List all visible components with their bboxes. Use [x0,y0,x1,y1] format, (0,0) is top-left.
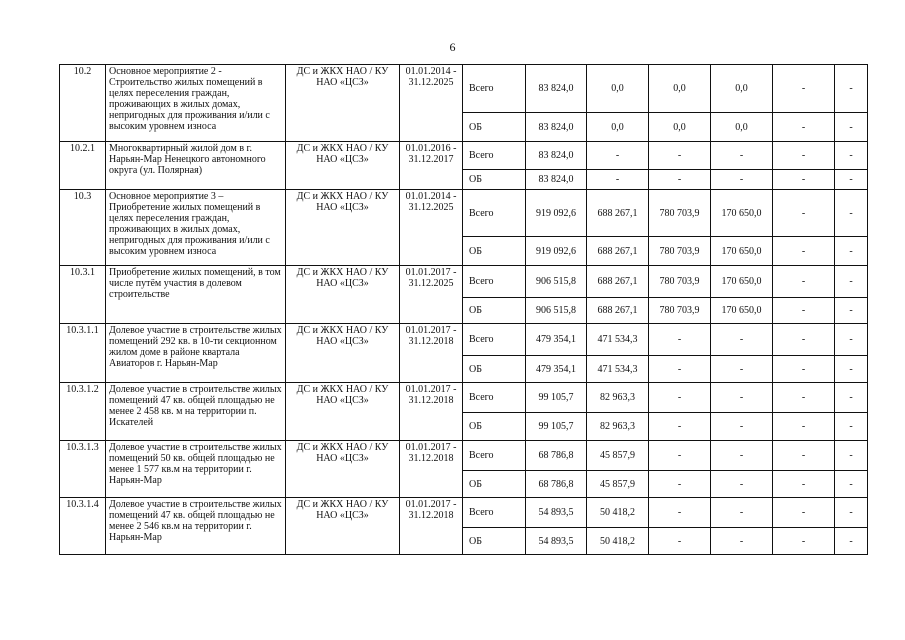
funding-value: 170 650,0 [711,298,773,324]
funding-value: - [711,142,773,170]
funding-value: 780 703,9 [649,266,711,298]
funding-value: - [835,471,868,498]
funding-value: - [711,413,773,441]
funding-value: - [773,298,835,324]
funding-value: 780 703,9 [649,190,711,237]
funding-value: 83 824,0 [526,170,587,190]
funding-value: 50 418,2 [587,528,649,555]
funding-value: 471 534,3 [587,356,649,383]
funding-value: 170 650,0 [711,266,773,298]
page-number: 6 [449,40,456,54]
activity-number: 10.3.1 [60,266,106,324]
funding-value: - [835,498,868,528]
activity-executor: ДС и ЖКХ НАО / КУ НАО «ЦСЗ» [286,65,400,142]
activity-description: Долевое участие в строительстве жилых помещений 50 кв. общей площадью не менее 1 577 кв.м на территории г. Нарьян-Мар [106,441,286,498]
funding-value: - [773,383,835,413]
funding-value: - [649,471,711,498]
funding-value: - [773,528,835,555]
funding-value: - [587,142,649,170]
funding-value: - [835,441,868,471]
activity-number: 10.2.1 [60,142,106,190]
funding-source-total: Всего [463,498,526,528]
funding-value: - [649,441,711,471]
table-row [60,266,868,298]
funding-source-total: Всего [463,142,526,170]
funding-value: - [649,498,711,528]
activity-description: Основное мероприятие 3 – Приобретение жилых помещений в целях переселения граждан, проживающих в жилых домах, непригодных для проживания и/или с высоким уровнем износа [106,190,286,266]
activity-description: Приобретение жилых помещений, в том числе путём участия в долевом строительстве [106,266,286,324]
funding-source-budget: ОБ [463,170,526,190]
funding-source-total: Всего [463,383,526,413]
table-row [60,190,868,237]
funding-value: - [711,441,773,471]
activity-number: 10.3 [60,190,106,266]
funding-value: - [587,170,649,190]
funding-value: - [773,413,835,441]
activity-number: 10.2 [60,65,106,142]
funding-value: - [773,170,835,190]
funding-value: - [711,471,773,498]
funding-source-budget: ОБ [463,298,526,324]
activity-executor: ДС и ЖКХ НАО / КУ НАО «ЦСЗ» [286,441,400,498]
funding-source-budget: ОБ [463,528,526,555]
funding-value: - [835,190,868,237]
activity-period: 01.01.2016 - 31.12.2017 [400,142,463,190]
funding-source-budget: ОБ [463,356,526,383]
funding-value: - [835,298,868,324]
funding-value: - [773,113,835,142]
funding-value: - [773,324,835,356]
activity-description: Многоквартирный жилой дом в г. Нарьян-Мар Ненецкого автономного округа (ул. Полярная) [106,142,286,190]
activity-period: 01.01.2014 - 31.12.2025 [400,65,463,142]
funding-value: - [711,324,773,356]
activity-number: 10.3.1.1 [60,324,106,383]
table-row [60,498,868,528]
funding-value: - [649,324,711,356]
funding-value: - [773,65,835,113]
activity-period: 01.01.2017 - 31.12.2018 [400,498,463,555]
activity-executor: ДС и ЖКХ НАО / КУ НАО «ЦСЗ» [286,498,400,555]
funding-value: 479 354,1 [526,356,587,383]
activity-period: 01.01.2017 - 31.12.2025 [400,266,463,324]
funding-value: - [835,324,868,356]
table-row [60,383,868,413]
funding-value: 99 105,7 [526,413,587,441]
funding-value: - [649,170,711,190]
funding-source-total: Всего [463,441,526,471]
funding-value: 54 893,5 [526,528,587,555]
activity-description: Основное мероприятие 2 - Строительство жилых помещений в целях переселения граждан, проживающих в жилых домах, непригодных для проживания и/или с высоким уровнем износа [106,65,286,142]
funding-value: 54 893,5 [526,498,587,528]
funding-source-total: Всего [463,190,526,237]
funding-value: 68 786,8 [526,471,587,498]
funding-value: 45 857,9 [587,441,649,471]
funding-value: 780 703,9 [649,237,711,266]
funding-value: - [773,471,835,498]
funding-value: - [711,498,773,528]
table-row [60,142,868,170]
funding-source-total: Всего [463,65,526,113]
funding-value: - [649,142,711,170]
activity-executor: ДС и ЖКХ НАО / КУ НАО «ЦСЗ» [286,383,400,441]
funding-value: - [773,266,835,298]
funding-value: - [835,170,868,190]
activity-period: 01.01.2014 - 31.12.2025 [400,190,463,266]
funding-value: - [649,413,711,441]
funding-value: - [835,356,868,383]
funding-value: - [773,498,835,528]
funding-value: 50 418,2 [587,498,649,528]
activity-executor: ДС и ЖКХ НАО / КУ НАО «ЦСЗ» [286,142,400,190]
activity-period: 01.01.2017 - 31.12.2018 [400,383,463,441]
funding-value: - [711,383,773,413]
activity-executor: ДС и ЖКХ НАО / КУ НАО «ЦСЗ» [286,324,400,383]
funding-source-budget: ОБ [463,113,526,142]
funding-value: - [835,113,868,142]
activity-description: Долевое участие в строительстве жилых помещений 292 кв. в 10-ти секционном жилом доме в районе квартала Авиаторов г. Нарьян-Мар [106,324,286,383]
activity-number: 10.3.1.4 [60,498,106,555]
funding-value: - [835,65,868,113]
activity-executor: ДС и ЖКХ НАО / КУ НАО «ЦСЗ» [286,266,400,324]
funding-value: 919 092,6 [526,190,587,237]
funding-value: - [711,170,773,190]
funding-value: - [773,237,835,266]
table-row [60,65,868,113]
funding-value: 688 267,1 [587,266,649,298]
funding-value: - [773,142,835,170]
activity-number: 10.3.1.2 [60,383,106,441]
funding-value: - [835,142,868,170]
funding-value: - [649,356,711,383]
funding-value: - [835,266,868,298]
funding-value: 0,0 [649,113,711,142]
funding-value: 99 105,7 [526,383,587,413]
funding-source-total: Всего [463,266,526,298]
funding-source-budget: ОБ [463,237,526,266]
funding-value: - [835,528,868,555]
funding-value: - [835,413,868,441]
funding-value: 170 650,0 [711,237,773,266]
funding-value: - [649,528,711,555]
funding-value: 906 515,8 [526,266,587,298]
funding-value: 688 267,1 [587,298,649,324]
funding-value: 688 267,1 [587,237,649,266]
activity-executor: ДС и ЖКХ НАО / КУ НАО «ЦСЗ» [286,190,400,266]
funding-value: 471 534,3 [587,324,649,356]
funding-source-budget: ОБ [463,471,526,498]
activity-description: Долевое участие в строительстве жилых помещений 47 кв. общей площадью не менее 2 546 кв.м на территории г. Нарьян-Мар [106,498,286,555]
funding-value: 68 786,8 [526,441,587,471]
funding-value: - [835,383,868,413]
funding-value: 45 857,9 [587,471,649,498]
funding-value: 0,0 [587,65,649,113]
funding-value: 0,0 [711,65,773,113]
funding-value: 83 824,0 [526,113,587,142]
funding-value: 170 650,0 [711,190,773,237]
activity-period: 01.01.2017 - 31.12.2018 [400,441,463,498]
funding-value: 82 963,3 [587,383,649,413]
funding-source-budget: ОБ [463,413,526,441]
activity-description: Долевое участие в строительстве жилых помещений 47 кв. общей площадью не менее 2 458 кв. м на территории п. Искателей [106,383,286,441]
funding-value: 0,0 [711,113,773,142]
funding-value: 82 963,3 [587,413,649,441]
table-row [60,441,868,471]
funding-value: - [773,441,835,471]
funding-value: 83 824,0 [526,65,587,113]
funding-value: - [835,237,868,266]
funding-value: - [773,190,835,237]
funding-value: 919 092,6 [526,237,587,266]
funding-value: 780 703,9 [649,298,711,324]
program-table [59,64,868,555]
funding-source-total: Всего [463,324,526,356]
funding-value: - [711,356,773,383]
funding-value: - [711,528,773,555]
funding-value: - [773,356,835,383]
activity-period: 01.01.2017 - 31.12.2018 [400,324,463,383]
table-body [60,65,868,555]
funding-value: - [649,383,711,413]
funding-value: 906 515,8 [526,298,587,324]
funding-value: 0,0 [649,65,711,113]
table-row [60,324,868,356]
funding-value: 688 267,1 [587,190,649,237]
funding-value: 83 824,0 [526,142,587,170]
funding-value: 479 354,1 [526,324,587,356]
activity-number: 10.3.1.3 [60,441,106,498]
funding-value: 0,0 [587,113,649,142]
